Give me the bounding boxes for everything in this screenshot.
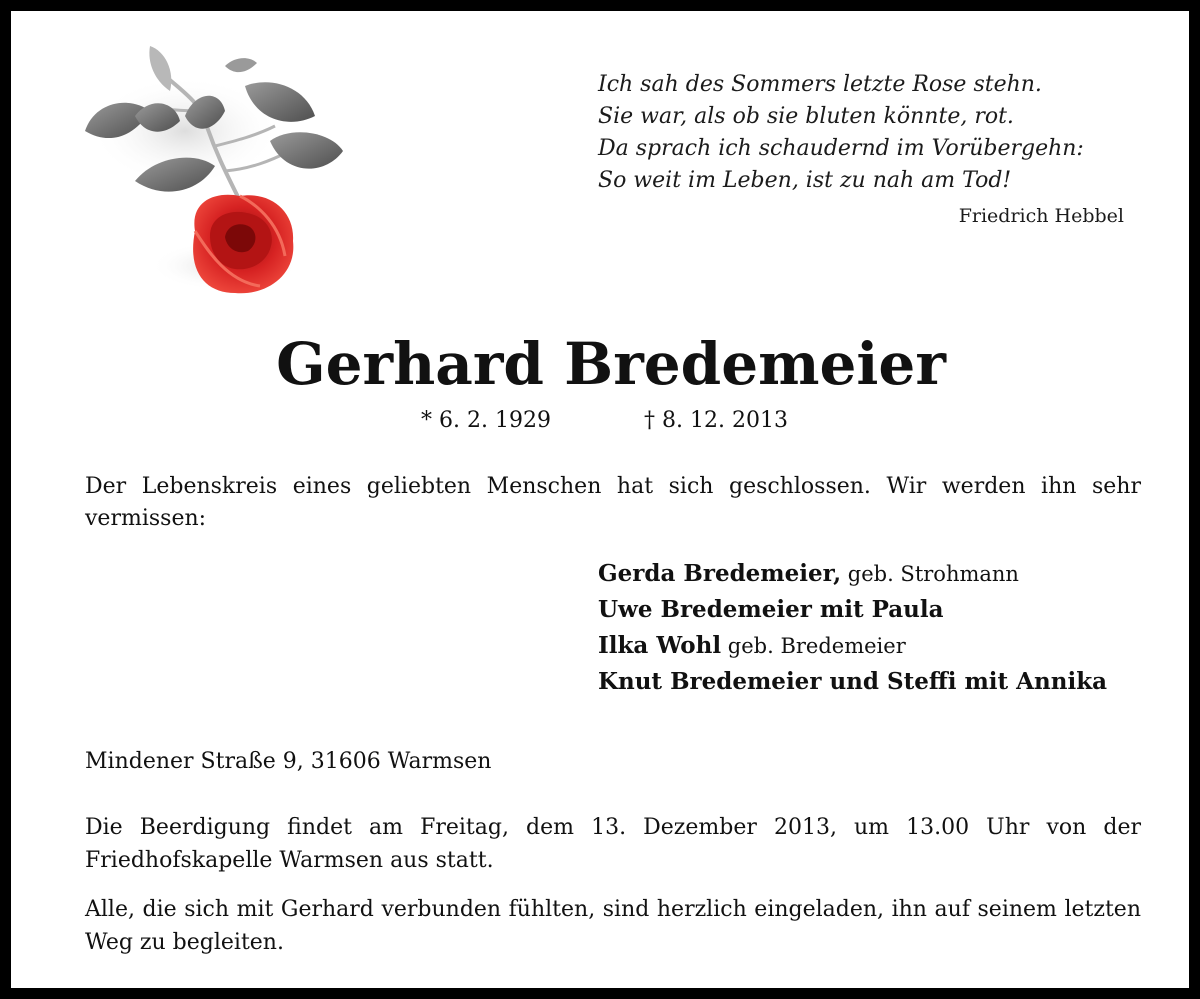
birth-date: * 6. 2. 1929	[421, 408, 551, 433]
mourner-name: Gerda Bredemeier,	[598, 560, 842, 587]
mourner-entry	[598, 628, 1158, 664]
poem-line: So weit im Leben, ist zu nah am Tod!	[598, 168, 1012, 193]
mourner-nee: geb. Bredemeier	[721, 634, 906, 658]
funeral-info: Die Beerdigung findet am Freitag, dem 13. Dezember 2013, um 13.00 Uhr von der Friedhofskapelle Warmsen aus statt.	[85, 815, 1141, 873]
poem-author: Friedrich Hebbel	[958, 205, 1124, 227]
death-date: † 8. 12. 2013	[644, 408, 788, 433]
mourner-nee: geb. Strohmann	[841, 562, 1019, 586]
poem-line: Da sprach ich schaudernd im Vorübergehn:	[598, 136, 1084, 161]
mourner-entry	[598, 556, 1158, 592]
poem-line: Ich sah des Sommers letzte Rose stehn.	[598, 72, 1042, 97]
mourner-entry	[598, 664, 1158, 700]
mourner-entry	[598, 592, 1158, 628]
red-rose-illustration	[75, 41, 355, 306]
poem-line: Sie war, als ob sie bluten könnte, rot.	[598, 104, 1014, 129]
mourners-list	[598, 556, 1158, 700]
intro-text: Der Lebenskreis eines geliebten Menschen hat sich geschlossen. Wir werden ihn sehr vermissen:	[85, 474, 1141, 531]
mourner-name: Ilka Wohl	[598, 632, 722, 659]
deceased-name: Gerhard Bredemeier	[276, 330, 946, 398]
mourner-name: Knut Bredemeier und Steffi mit Annika	[598, 668, 1108, 695]
mourner-name: Uwe Bredemeier mit Paula	[598, 596, 944, 623]
address: Mindener Straße 9, 31606 Warmsen	[85, 749, 492, 774]
poem-quote	[598, 69, 1128, 197]
invitation-text: Alle, die sich mit Gerhard verbunden fühlten, sind herzlich eingeladen, ihn auf seinem letzten Weg zu begleiten.	[85, 897, 1141, 955]
